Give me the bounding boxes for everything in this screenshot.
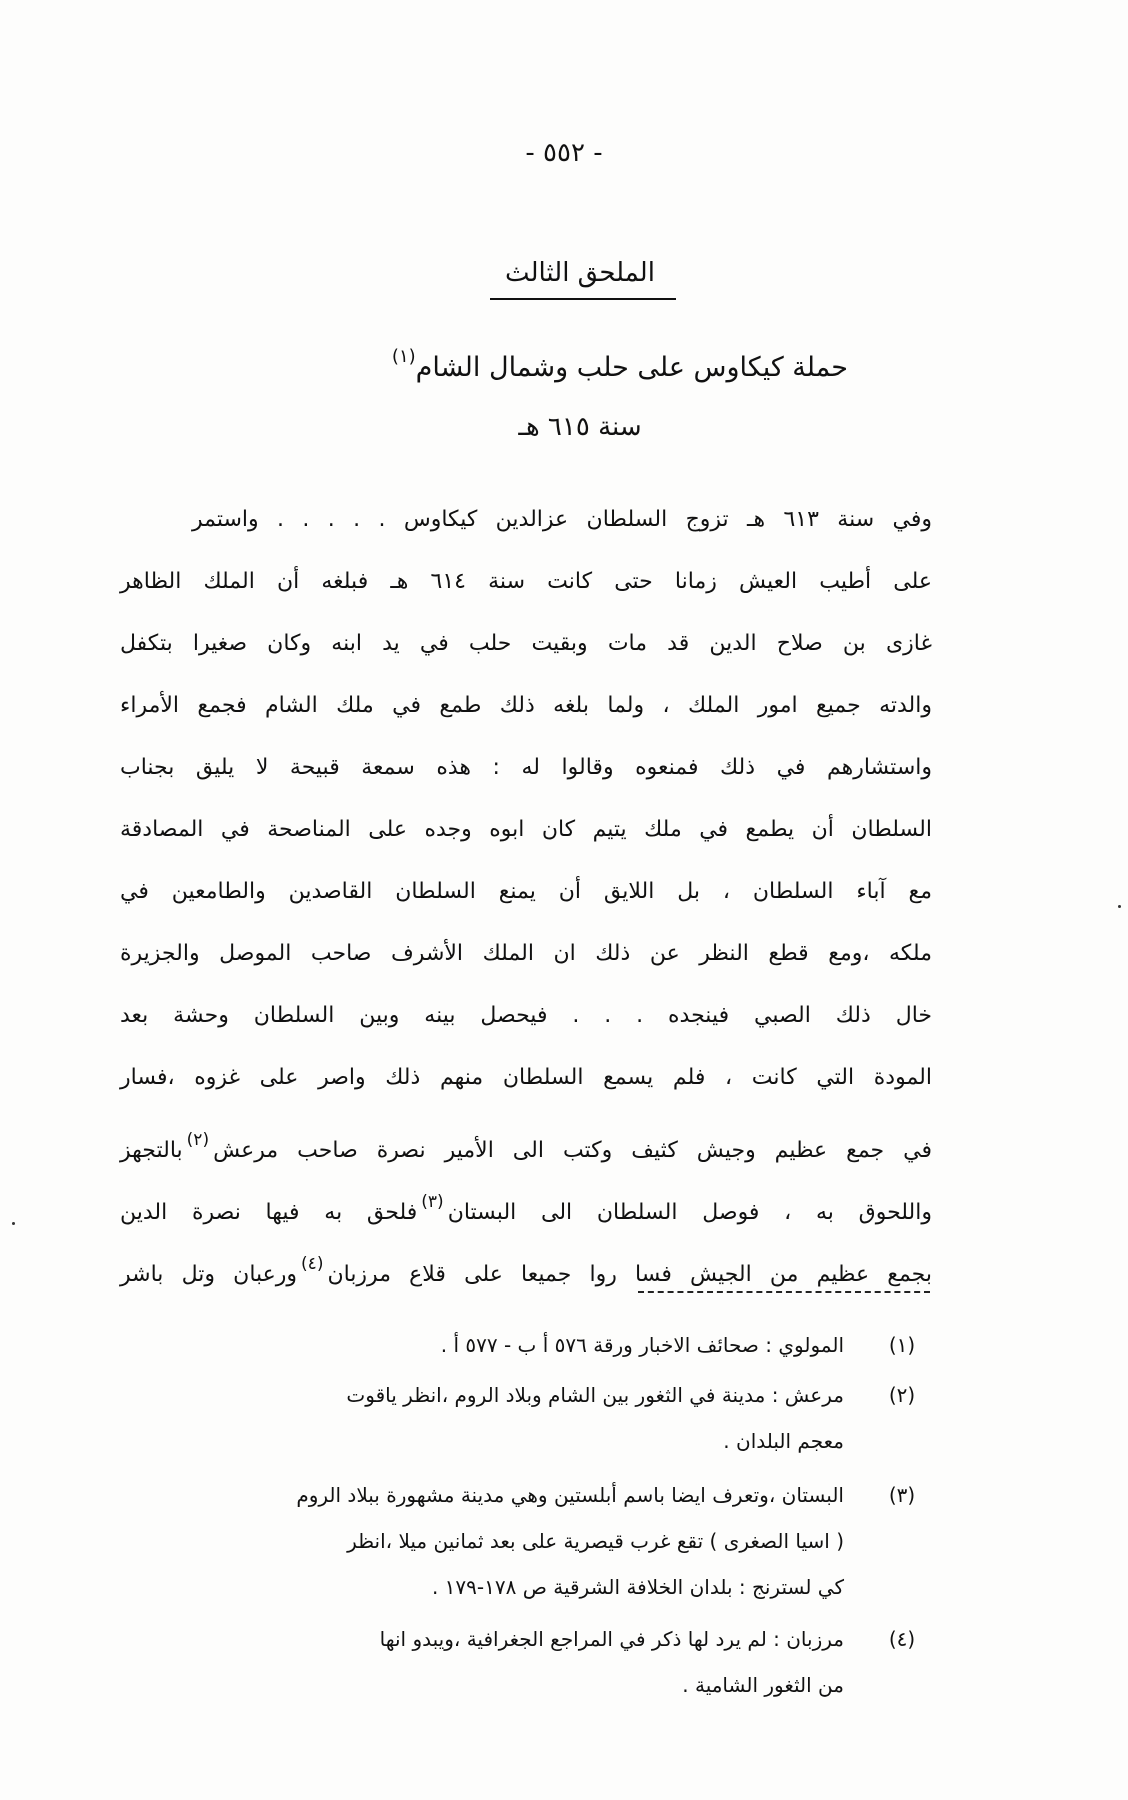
body-line-text: بجمع عظيم من الجيش فسا روا جميعا على قلاع مرزبان [327, 1262, 932, 1287]
footnote [120, 1322, 932, 1368]
footnote-text: مرزبان : لم يرد لها ذكر في المراجع الجغرافية ،ويبدو انها [379, 1627, 844, 1651]
body-line: واستشارهم في ذلك فمنعوه وقالوا له : هذه سمعة قبيحة لا يليق بجناب [120, 755, 932, 780]
footnote-ref-4: (٤) [301, 1254, 324, 1274]
footnote-number: (٤) [888, 1627, 916, 1651]
body-line-with-ref [120, 1110, 932, 1170]
footnote-text: البستان ،وتعرف ايضا باسم أبلستين وهي مدينة مشهورة ببلاد الروم [296, 1483, 844, 1507]
body-line-text-after: ورعبان وتل باشر [120, 1262, 298, 1287]
footnote-ref-2: (٢) [186, 1130, 210, 1150]
footnote-continuation [120, 1418, 932, 1464]
body-line: مع آباء السلطان ، بل اللايق أن يمنع السلطان القاصدين والطامعين في [120, 879, 932, 904]
footnote-number: (١) [888, 1333, 916, 1357]
body-line-with-ref [120, 1172, 932, 1232]
body-line-text: واللحوق به ، فوصل السلطان الى البستان [447, 1200, 932, 1225]
campaign-title-text: حملة كيكاوس على حلب وشمال الشام [415, 352, 848, 383]
body-line: المودة التي كانت ، فلم يسمع السلطان منهم ذلك واصر على غزوه ،فسار [120, 1065, 932, 1090]
body-line: السلطان أن يطمع في ملك يتيم كان ابوه وجده على المناصحة في المصادقة [120, 817, 932, 842]
scan-speck [1118, 905, 1121, 908]
footnote-continuation [120, 1518, 932, 1564]
footnote-text: معجم البلدان . [723, 1429, 844, 1453]
body-line-text-after: فلحق به فيها نصرة الدين [120, 1200, 418, 1225]
footnote-text: كي لسترنج : بلدان الخلافة الشرقية ص ١٧٨-١٧٩ . [431, 1575, 844, 1599]
footnote-separator [638, 1291, 930, 1293]
body-line-with-ref [120, 1234, 932, 1294]
body-line: وفي سنة ٦١٣ هـ تزوج السلطان عزالدين كيكاوس . . . . . واستمر [192, 507, 932, 532]
body-line: ملكه ،ومع قطع النظر عن ذلك ان الملك الأشرف صاحب الموصل والجزيرة [120, 941, 932, 966]
appendix-title: الملحق الثالث [505, 258, 655, 288]
footnote-number: (٢) [888, 1383, 916, 1407]
footnote-number: (٣) [888, 1483, 916, 1507]
campaign-title [392, 346, 848, 383]
footnote-ref-1: (١) [391, 346, 416, 367]
footnote [120, 1372, 932, 1418]
body-line: والدته جميع امور الملك ، ولما بلغه ذلك طمع في ملك الشام فجمع الأمراء [120, 693, 932, 718]
footnote-text: من الثغور الشامية . [682, 1673, 844, 1697]
body-line: خال ذلك الصبي فينجده . . . فيحصل بينه وبين السلطان وحشة بعد [120, 1003, 932, 1028]
footnote-text: مرعش : مدينة في الثغور بين الشام وبلاد الروم ،انظر ياقوت [346, 1383, 844, 1407]
page-number: - ٥٥٢ - [525, 138, 603, 168]
footnote [120, 1616, 932, 1662]
scan-speck [12, 1222, 15, 1225]
body-line-text-after: بالتجهز [120, 1138, 183, 1163]
body-line: على أطيب العيش زمانا حتى كانت سنة ٦١٤ هـ فبلغه أن الملك الظاهر [120, 569, 932, 594]
footnote-continuation [120, 1662, 932, 1708]
title-underline [490, 298, 676, 300]
body-line: غازى بن صلاح الدين قد مات وبقيت حلب في يد ابنه وكان صغيرا بتكفل [120, 631, 932, 656]
footnote-ref-3: (٣) [421, 1192, 444, 1212]
body-line-text: في جمع عظيم وجيش كثيف وكتب الى الأمير نصرة صاحب مرعش [213, 1138, 932, 1163]
footnote-text: ( اسيا الصغرى ) تقع غرب قيصرية على بعد ثمانين ميلا ،انظر [347, 1529, 844, 1553]
footnote-text: المولوي : صحائف الاخبار ورقة ٥٧٦ أ ب - ٥٧٧ أ . [440, 1333, 844, 1357]
footnote-continuation [120, 1564, 932, 1610]
campaign-year: سنة ٦١٥ هـ [518, 412, 642, 442]
footnote [120, 1472, 932, 1518]
